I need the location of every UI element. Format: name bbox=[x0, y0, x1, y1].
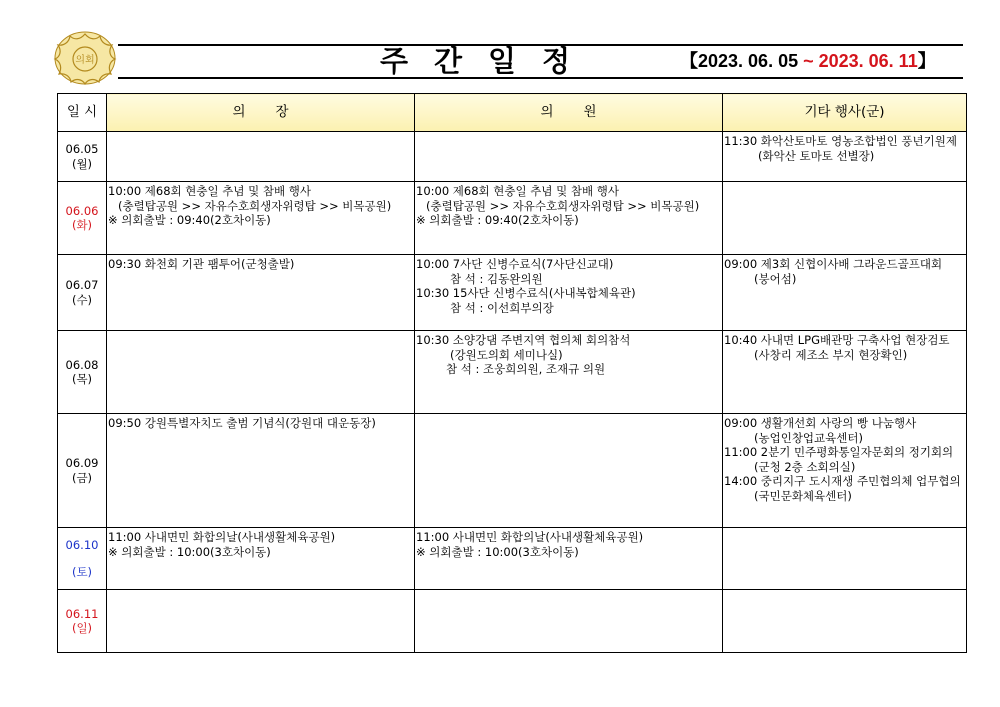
event-line: 11:00 사내면민 화합의날(사내생활체육공원) bbox=[416, 530, 644, 544]
chair-cell bbox=[107, 414, 415, 528]
event-line: 참 석 : 김동완의원 bbox=[450, 271, 543, 286]
event-line: 10:00 제68회 현충일 추념 및 참배 행사 bbox=[108, 184, 312, 198]
event-line: (화악산 토마토 선별장) bbox=[758, 148, 875, 163]
bracket-open: 【 bbox=[680, 51, 698, 71]
day-cell bbox=[58, 331, 107, 414]
table-row bbox=[58, 331, 967, 414]
event-line: 11:00 2분기 민주평화통일자문회의 정기회의 bbox=[724, 445, 954, 459]
table-row bbox=[58, 414, 967, 528]
event-line: 참 석 : 조웅희의원, 조재규 의원 bbox=[446, 362, 606, 376]
other-cell bbox=[723, 182, 967, 255]
chair-cell bbox=[107, 182, 415, 255]
event-line: (국민문화체육센터) bbox=[754, 488, 852, 503]
date-label: 06.09 bbox=[65, 456, 99, 470]
date-label: 06.11 bbox=[65, 606, 99, 621]
weekday-label: (수) bbox=[71, 292, 93, 307]
other-cell bbox=[723, 414, 967, 528]
event-line: 11:00 사내면민 화합의날(사내생활체육공원) bbox=[108, 530, 336, 544]
chair-cell bbox=[107, 528, 415, 590]
member-cell bbox=[415, 255, 723, 331]
chair-cell bbox=[107, 132, 415, 182]
other-cell bbox=[723, 590, 967, 653]
header-datetime: 일 시 bbox=[58, 94, 107, 132]
member-cell bbox=[415, 590, 723, 653]
event-line: (충렬탑공원 >> 자유수호희생자위령탑 >> 비목공원) bbox=[426, 198, 700, 213]
event-line: 09:50 강원특별자치도 출범 기념식(강원대 대운동장) bbox=[108, 416, 376, 430]
page-title: 주간일정 bbox=[380, 44, 597, 78]
other-cell bbox=[723, 255, 967, 331]
member-cell bbox=[415, 528, 723, 590]
other-cell bbox=[723, 132, 967, 182]
table-row bbox=[58, 132, 967, 182]
table-header-row bbox=[58, 94, 967, 132]
event-line: 10:30 15사단 신병수료식(사내복합체육관) bbox=[416, 286, 636, 300]
schedule-table bbox=[57, 93, 967, 653]
date-label: 06.05 bbox=[65, 142, 99, 156]
weekday-label: (토) bbox=[71, 565, 93, 579]
other-cell bbox=[723, 528, 967, 590]
table-row bbox=[58, 528, 967, 590]
weekday-label: (금) bbox=[71, 470, 93, 485]
date-label: 06.08 bbox=[65, 357, 99, 372]
member-cell bbox=[415, 132, 723, 182]
member-cell bbox=[415, 414, 723, 528]
event-line: (농업인창업교육센터) bbox=[754, 430, 863, 445]
event-line: 09:00 제3회 신협이사배 그라운드골프대회 bbox=[724, 257, 943, 271]
chair-cell bbox=[107, 255, 415, 331]
event-line: (충렬탑공원 >> 자유수호희생자위령탑 >> 비목공원) bbox=[118, 198, 392, 213]
event-line: (강원도의회 세미나실) bbox=[450, 347, 563, 362]
event-line: 10:00 제68회 현충일 추념 및 참배 행사 bbox=[416, 184, 620, 198]
header-member: 의 원 bbox=[415, 94, 723, 132]
date-tilde: ~ bbox=[798, 51, 819, 71]
chair-cell bbox=[107, 590, 415, 653]
emblem-text: 의회 bbox=[75, 55, 95, 66]
table-row bbox=[58, 255, 967, 331]
date-label: 06.10 bbox=[65, 537, 99, 552]
day-cell bbox=[58, 132, 107, 182]
table-row bbox=[58, 590, 967, 653]
event-line: 14:00 중리지구 도시재생 주민협의체 업무협의 bbox=[724, 474, 961, 488]
day-cell bbox=[58, 590, 107, 653]
day-cell bbox=[58, 182, 107, 255]
event-line: 09:30 화천회 기관 팸투어(군청출발) bbox=[108, 257, 295, 271]
date-range bbox=[680, 49, 936, 73]
event-line: 10:40 사내면 LPG배관망 구축사업 현장검토 bbox=[724, 333, 950, 347]
event-line: 10:00 7사단 신병수료식(7사단신교대) bbox=[416, 257, 614, 271]
weekday-label: (월) bbox=[71, 156, 93, 171]
other-cell bbox=[723, 331, 967, 414]
event-line: 09:00 생활개선회 사랑의 빵 나눔행사 bbox=[724, 416, 917, 430]
weekday-label: (화) bbox=[71, 218, 93, 232]
header-chair: 의 장 bbox=[107, 94, 415, 132]
event-line: 참 석 : 이선희부의장 bbox=[450, 300, 554, 315]
event-line: (사창리 제조소 부지 현장확인) bbox=[754, 347, 908, 362]
event-line: 11:30 화악산토마토 영농조합법인 풍년기원제 bbox=[724, 134, 957, 148]
member-cell bbox=[415, 331, 723, 414]
bracket-close: 】 bbox=[917, 51, 936, 71]
event-line: ※ 의회출발 : 09:40(2호차이동) bbox=[108, 213, 271, 227]
header-other-events: 기타 행사(군) bbox=[723, 94, 967, 132]
weekday-label: (일) bbox=[71, 621, 93, 635]
council-emblem bbox=[52, 28, 118, 88]
day-cell bbox=[58, 414, 107, 528]
event-line: 10:30 소양강댐 주변지역 협의체 회의참석 bbox=[416, 333, 631, 347]
event-line: (붕어섬) bbox=[754, 271, 797, 286]
day-cell bbox=[58, 255, 107, 331]
date-end: 2023. 06. 11 bbox=[818, 51, 918, 71]
event-line: ※ 의회출발 : 10:00(3호차이동) bbox=[108, 544, 271, 559]
date-label: 06.07 bbox=[65, 278, 99, 292]
weekday-label: (목) bbox=[71, 372, 93, 386]
date-label: 06.06 bbox=[65, 203, 99, 218]
event-line: ※ 의회출발 : 10:00(3호차이동) bbox=[416, 544, 579, 559]
member-cell bbox=[415, 182, 723, 255]
chair-cell bbox=[107, 331, 415, 414]
day-cell bbox=[58, 528, 107, 590]
event-line: (군청 2층 소회의실) bbox=[754, 459, 856, 474]
table-row bbox=[58, 182, 967, 255]
date-start: 2023. 06. 05 bbox=[698, 51, 799, 71]
event-line: ※ 의회출발 : 09:40(2호차이동) bbox=[416, 213, 579, 227]
